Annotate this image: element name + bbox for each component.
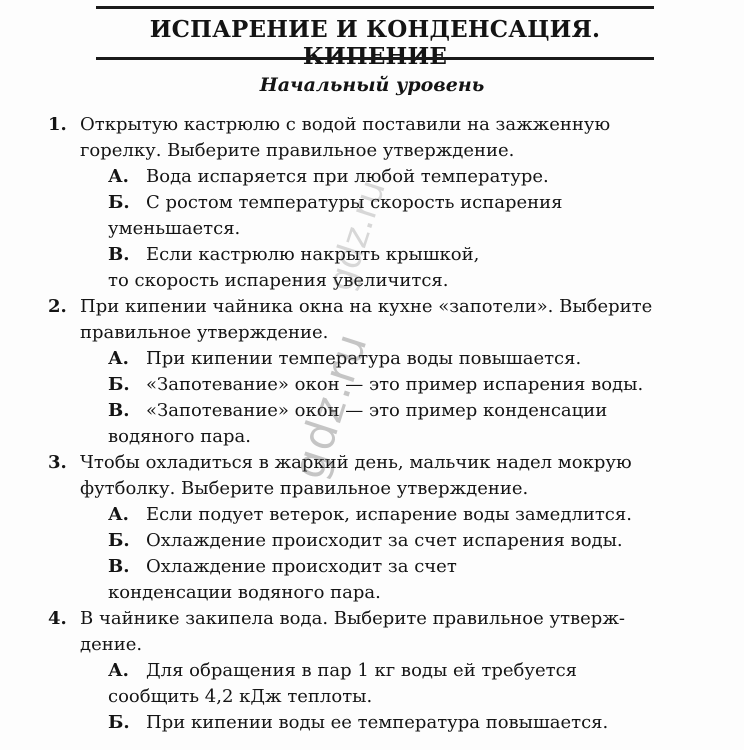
section-subtitle: Начальный уровень — [259, 74, 485, 96]
question-4-text-line-2: дение. — [80, 634, 143, 655]
question-4-option-b-text: При кипении воды ее температура повышается. — [146, 712, 609, 733]
question-1-text-line-1: Открытую кастрюлю с водой поставили на зажженную — [80, 114, 611, 135]
question-3-option-b-letter: Б. — [108, 530, 130, 551]
question-4-option-a-letter: А. — [108, 660, 129, 681]
question-1-option-a-letter: А. — [108, 166, 129, 187]
question-2-text-line-2: правильное утверждение. — [80, 322, 329, 343]
question-1-option-b-text-1: С ростом температуры скорость испарения — [146, 192, 563, 213]
question-4-number: 4. — [48, 608, 67, 629]
question-4-option-a-text-2: сообщить 4,2 кДж теплоты. — [108, 686, 373, 707]
page-title: ИСПАРЕНИЕ И КОНДЕНСАЦИЯ. — [149, 16, 601, 43]
question-1-option-b-text-2: уменьшается. — [108, 218, 241, 239]
title-rule — [96, 57, 654, 60]
question-2-option-c-text-1: «Запотевание» окон — это пример конденсации — [146, 400, 608, 421]
watermark-secondary: gdz.ru — [319, 175, 394, 296]
question-2-option-c-text-2: водяного пара. — [108, 426, 251, 447]
question-3-option-a-text: Если подует ветерок, испарение воды замедлится. — [146, 504, 632, 525]
question-1-option-c-text-1: Если кастрюлю накрыть крышкой, — [146, 244, 480, 265]
question-4-option-a-text-1: Для обращения в пар 1 кг воды ей требуется — [146, 660, 578, 681]
question-1-option-c-letter: В. — [108, 244, 130, 265]
question-3-number: 3. — [48, 452, 67, 473]
question-3-option-c-text-1: Охлаждение происходит за счет — [146, 556, 457, 577]
question-3-text-line-1: Чтобы охладиться в жаркий день, мальчик надел мокрую — [80, 452, 632, 473]
question-1-option-c-text-2: то скорость испарения увеличится. — [108, 270, 449, 291]
question-1-number: 1. — [48, 114, 67, 135]
question-2-option-a-letter: А. — [108, 348, 129, 369]
question-2-option-b-text: «Запотевание» окон — это пример испарения воды. — [146, 374, 644, 395]
question-3-option-c-text-2: конденсации водяного пара. — [108, 582, 381, 603]
top-rule — [96, 6, 654, 9]
watermark: gdz.ru — [282, 325, 379, 486]
question-4-text-line-1: В чайнике закипела вода. Выберите правильное утверж- — [80, 608, 625, 629]
question-3-option-c-letter: В. — [108, 556, 130, 577]
question-3-option-b-text: Охлаждение происходит за счет испарения воды. — [146, 530, 623, 551]
question-1-option-a-text: Вода испаряется при любой температуре. — [146, 166, 549, 187]
question-3-text-line-2: футболку. Выберите правильное утверждение. — [80, 478, 529, 499]
question-2-number: 2. — [48, 296, 67, 317]
question-2-option-b-letter: Б. — [108, 374, 130, 395]
question-3-option-a-letter: А. — [108, 504, 129, 525]
question-2-option-c-letter: В. — [108, 400, 130, 421]
question-4-option-b-letter: Б. — [108, 712, 130, 733]
question-1-option-b-letter: Б. — [108, 192, 130, 213]
question-2-option-a-text: При кипении температура воды повышается. — [146, 348, 582, 369]
question-2-text-line-1: При кипении чайника окна на кухне «запотели». Выберите — [80, 296, 653, 317]
question-1-text-line-2: горелку. Выберите правильное утверждение. — [80, 140, 515, 161]
